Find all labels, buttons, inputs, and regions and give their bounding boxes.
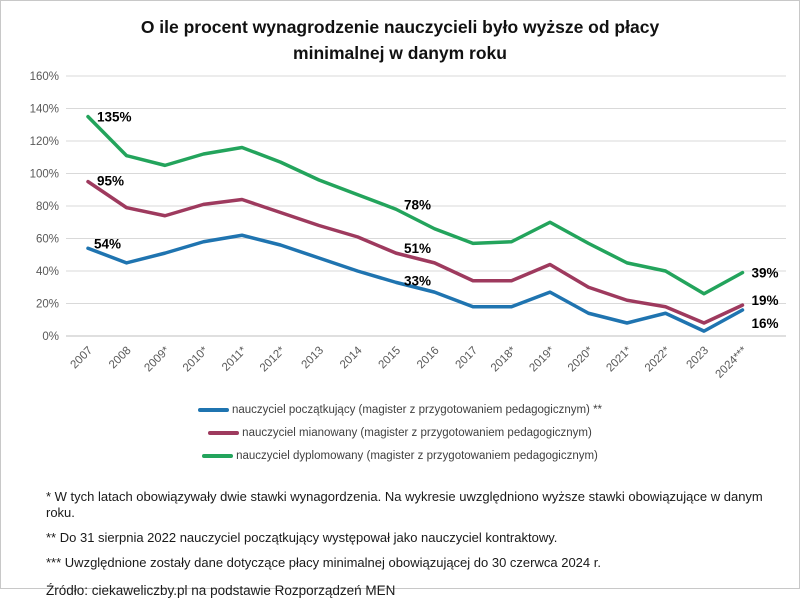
legend-item-nauczyciel-poczatkujacy bbox=[198, 404, 602, 416]
series-lines bbox=[88, 117, 743, 332]
source-attribution: Źródło: ciekaweliczby.pl na podstawie Rozporządzeń MEN bbox=[46, 583, 396, 598]
y-axis-tick-label: 120% bbox=[29, 136, 59, 148]
data-point-label: 78% bbox=[404, 197, 432, 213]
data-point-label: 54% bbox=[94, 236, 122, 252]
x-axis-year-label: 2016 bbox=[415, 344, 442, 372]
x-axis-year-label: 2011* bbox=[219, 344, 250, 374]
x-axis-year-label: 2024*** bbox=[713, 344, 750, 381]
legend-item-nauczyciel-dyplomowany bbox=[202, 450, 598, 462]
x-axis-year-label: 2009* bbox=[142, 344, 173, 375]
data-point-label: 33% bbox=[404, 273, 432, 289]
y-axis-tick-label: 80% bbox=[35, 201, 59, 213]
x-axis-year-label: 2023 bbox=[684, 344, 712, 372]
data-point-label: 39% bbox=[751, 265, 779, 281]
x-axis-year-label: 2022* bbox=[642, 344, 673, 375]
x-axis-year-label: 2017 bbox=[453, 344, 481, 372]
y-axis-tick-label: 60% bbox=[35, 233, 59, 246]
data-point-label: 135% bbox=[97, 109, 132, 125]
data-labels bbox=[94, 110, 779, 331]
chart-title: O ile procent wynagrodzenie nauczycieli było wyższe od płacy minimalnej w danym roku bbox=[140, 17, 660, 63]
x-axis-labels bbox=[69, 344, 750, 380]
chart-legend bbox=[1, 404, 799, 473]
data-point-label: 16% bbox=[751, 316, 779, 331]
x-axis-year-label: 2020* bbox=[565, 344, 596, 375]
data-point-label: 95% bbox=[97, 173, 125, 189]
x-axis-year-label: 2015 bbox=[376, 344, 404, 372]
legend-label: nauczyciel początkujący (magister z przygotowaniem pedagogicznym) ** bbox=[231, 404, 603, 416]
x-axis-year-label: 2012* bbox=[257, 344, 288, 375]
y-axis-tick-label: 100% bbox=[29, 168, 59, 181]
x-axis-year-label: 2010* bbox=[180, 344, 211, 375]
legend-line-swatch-green bbox=[202, 454, 233, 458]
x-axis-year-label: 2008 bbox=[107, 344, 134, 372]
x-axis-year-label: 2014 bbox=[338, 344, 365, 372]
footnote-three-asterisks: *** Uwzględnione zostały dane dotyczące płacy minimalnej obowiązującej do 30 czerwca 2024 r. bbox=[46, 555, 601, 570]
y-axis-tick-label: 140% bbox=[29, 103, 59, 116]
data-point-label: 19% bbox=[751, 293, 779, 309]
y-axis-tick-label: 40% bbox=[35, 266, 59, 278]
legend-line-swatch-maroon bbox=[208, 431, 239, 435]
x-axis-year-label: 2019* bbox=[527, 344, 558, 375]
footnote-one-asterisk: * W tych latach obowiązywały dwie stawki wynagordzenia. Na wykresie uwzględniono wyższe stawki obowiązujące w danym roku. bbox=[46, 489, 763, 520]
footnote-two-asterisks: ** Do 31 sierpnia 2022 nauczyciel początkujący występował jako nauczyciel kontraktowy. bbox=[46, 530, 558, 545]
y-axis-tick-label: 0% bbox=[42, 331, 59, 343]
x-axis-year-label: 2013 bbox=[299, 344, 327, 372]
y-axis-tick-label: 20% bbox=[35, 298, 59, 311]
legend-item-nauczyciel-mianowany bbox=[208, 427, 592, 439]
data-point-label: 51% bbox=[404, 241, 432, 257]
line-chart-plot-area bbox=[1, 68, 801, 390]
x-axis-year-label: 2018* bbox=[488, 344, 519, 375]
x-axis-year-label: 2021* bbox=[604, 344, 635, 375]
footnotes-block bbox=[46, 489, 769, 599]
legend-label: nauczyciel mianowany (magister z przygotowaniem pedagogicznym) bbox=[242, 427, 592, 439]
legend-label: nauczyciel dyplomowany (magister z przygotowaniem pedagogicznym) bbox=[236, 450, 598, 462]
x-axis-year-label: 2007 bbox=[68, 344, 96, 372]
legend-line-swatch-blue bbox=[198, 408, 229, 412]
y-axis-tick-label: 160% bbox=[29, 71, 59, 83]
